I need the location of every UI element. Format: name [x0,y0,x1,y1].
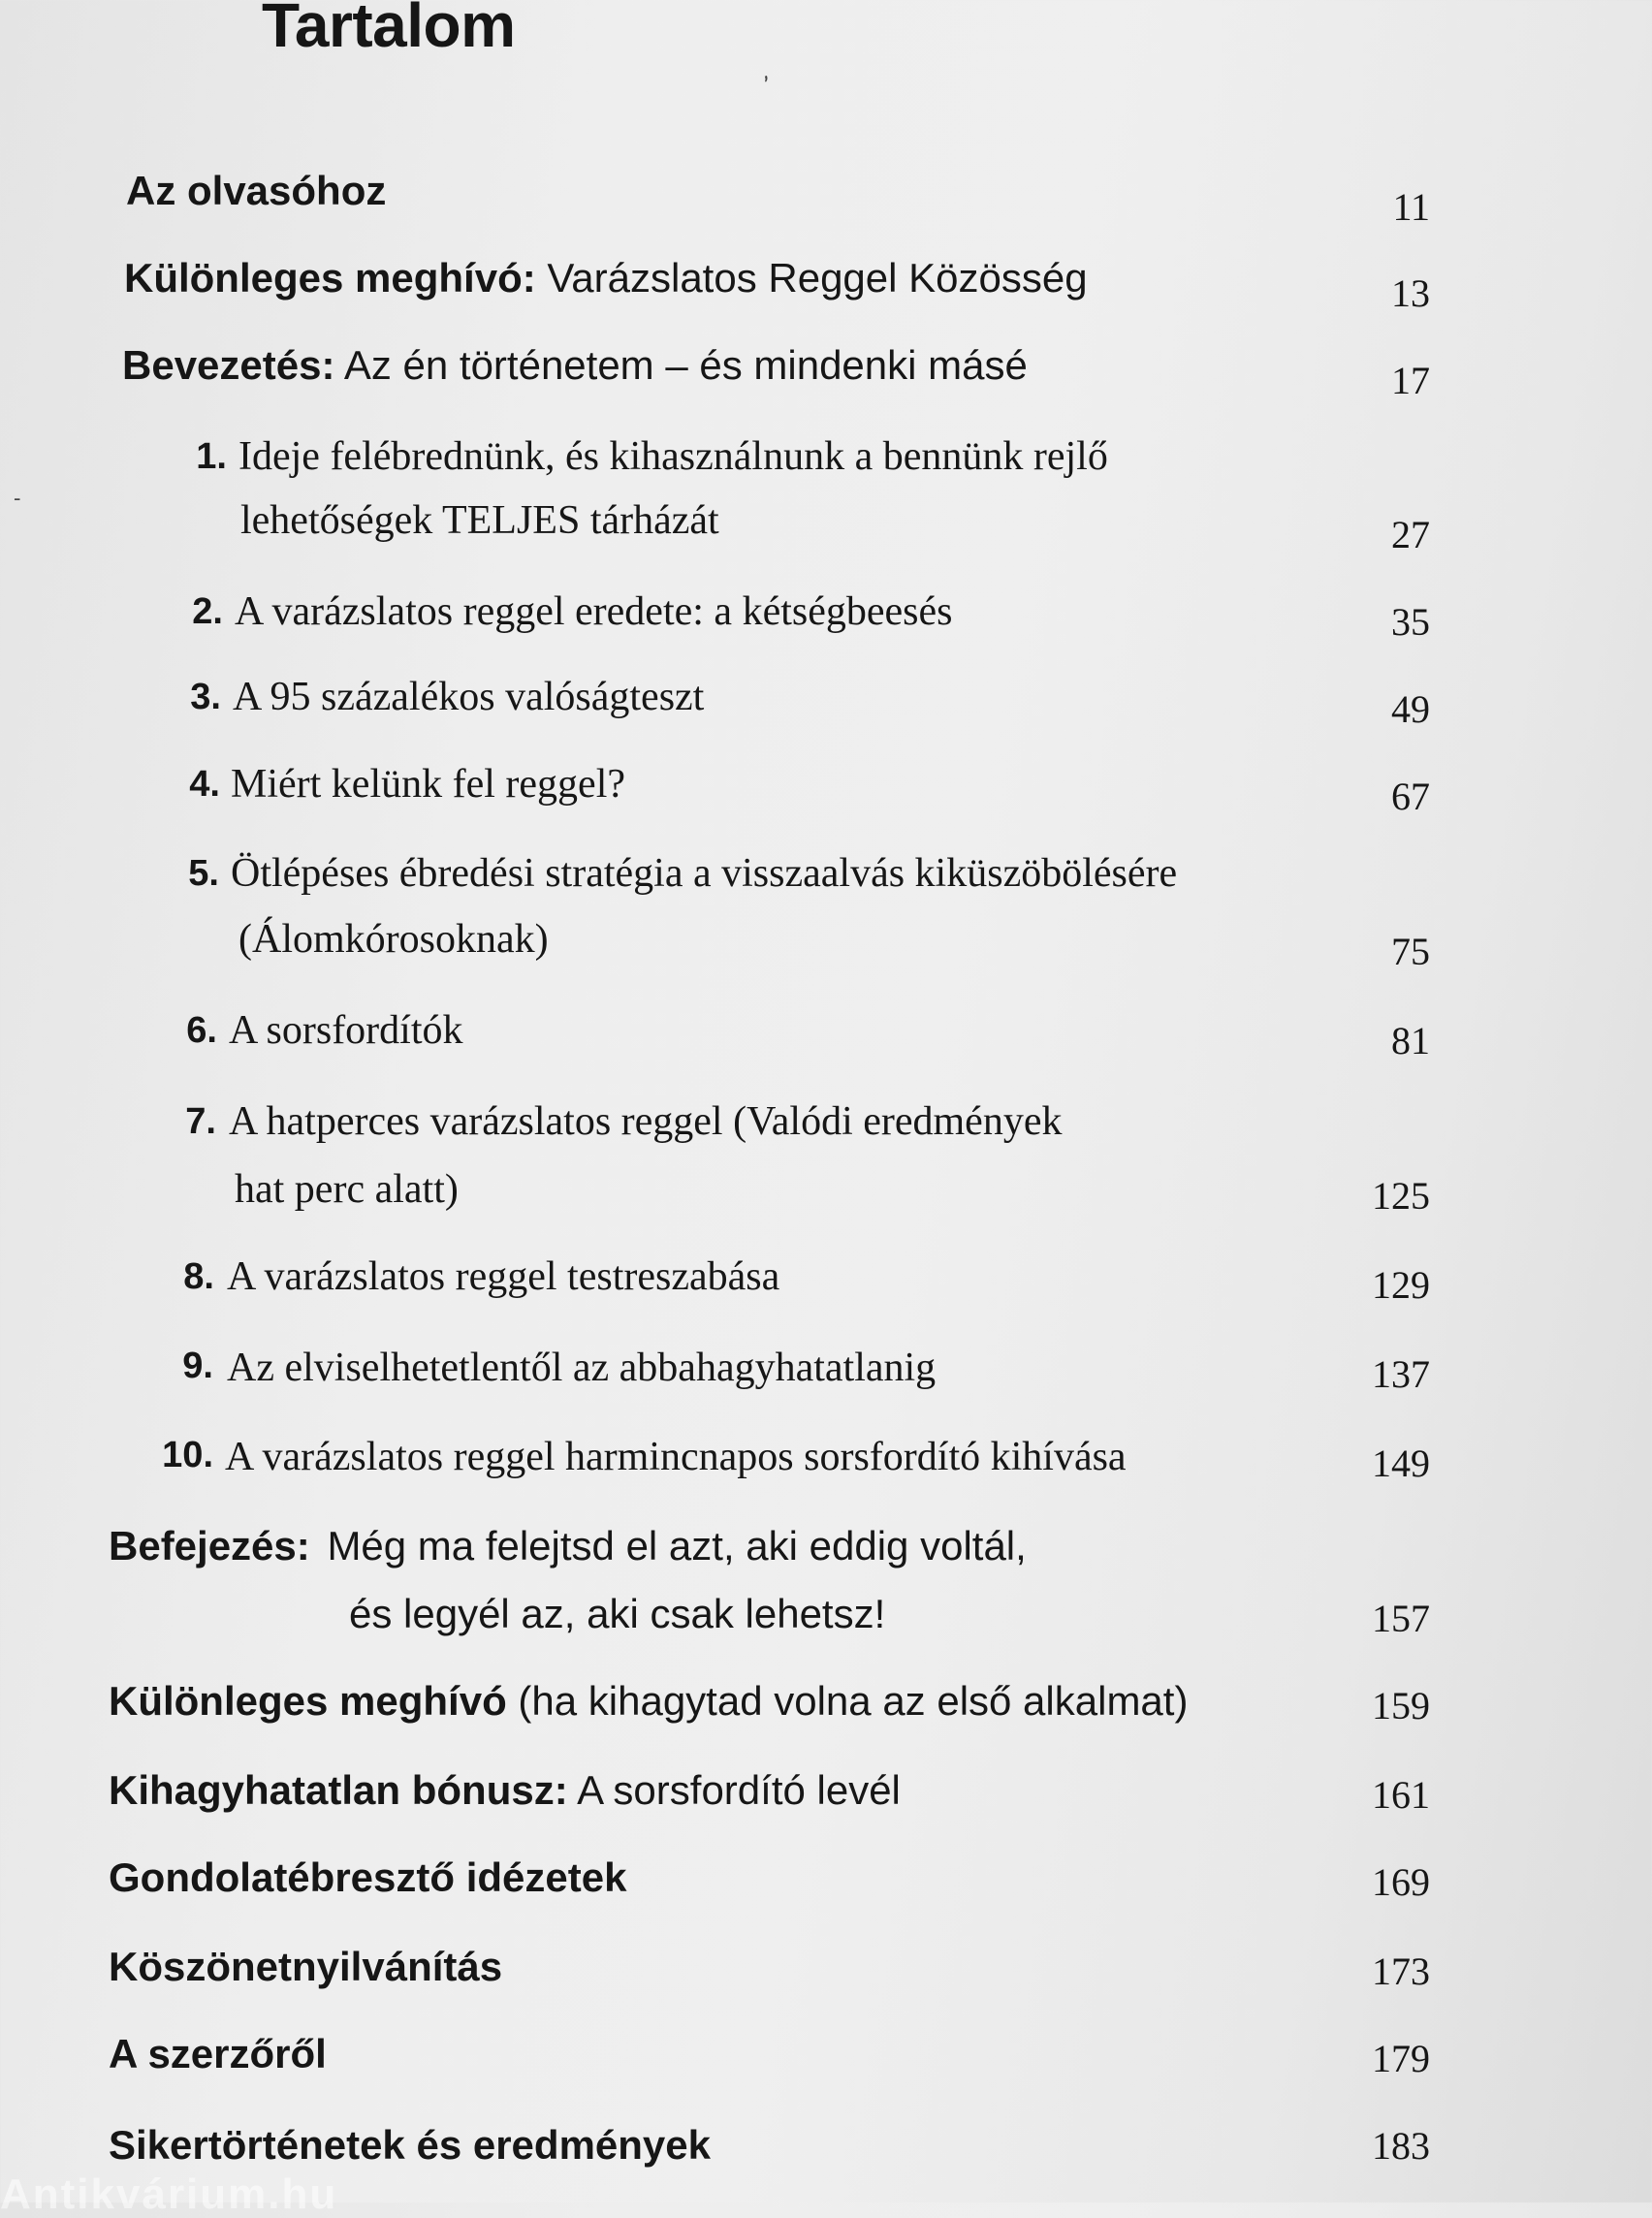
page-number: 137 [1372,1352,1430,1396]
page-number: 35 [1391,600,1430,644]
entry-title: Kihagyhatatlan bónusz: [109,1767,568,1813]
entry-title: Különleges meghívó [109,1678,507,1724]
page-number: 149 [1372,1442,1430,1485]
chapter-title: Az elviselhetetlentől az abbahagyhatatlanig [227,1346,937,1390]
page-number: 67 [1391,775,1430,818]
chapter-number: 5. [188,853,219,894]
chapter-number: 4. [189,764,220,805]
page-number: 129 [1372,1263,1430,1307]
chapter-title: A varázslatos reggel testreszabása [227,1254,780,1299]
page-number: 81 [1391,1019,1430,1062]
entry-subtitle-continued: és legyél az, aki csak lehetsz! [349,1591,886,1636]
entry-subtitle: A sorsfordító levél [577,1767,901,1813]
stray-mark: ʼ [759,71,777,100]
page-number: 75 [1391,930,1430,973]
chapter-title: Ötlépéses ébredési stratégia a visszaalvás kiküszöbölésére [231,851,1178,896]
chapter-number: 2. [192,591,223,632]
page-number: 11 [1392,185,1430,229]
chapter-title-continued: lehetőségek TELJES tárházát [240,498,719,543]
page-number: 13 [1391,271,1430,315]
watermark: Antikvárium.hu [0,2170,338,2218]
page-title: Tartalom [262,0,516,60]
chapter-number: 7. [185,1101,216,1142]
entry-subtitle: Varázslatos Reggel Közösség [547,255,1088,301]
chapter-title: A hatperces varázslatos reggel (Valódi eredmények [229,1099,1063,1144]
page-number: 169 [1372,1860,1430,1904]
chapter-title: Ideje felébrednünk, és kihasználnunk a bennünk rejlő [238,434,1108,479]
entry-title: Befejezés: [109,1523,310,1568]
chapter-title-continued: hat perc alatt) [235,1167,459,1212]
chapter-title-continued: (Álomkórosoknak) [238,917,549,962]
entry-title: Köszönetnyilvánítás [109,1944,503,1989]
page-number: 183 [1372,2124,1430,2168]
page-number: 173 [1372,1949,1430,1993]
chapter-title: A sorsfordítók [229,1008,463,1053]
entry-title: A szerzőről [109,2031,327,2076]
page-number: 49 [1391,687,1430,731]
chapter-number: 9. [182,1346,213,1386]
stray-mark: - [14,487,21,511]
entry-subtitle: Még ma felejtsd el azt, aki eddig voltál, [327,1523,1027,1568]
chapter-number: 8. [183,1256,214,1297]
entry-title: Az olvasóhoz [126,168,387,213]
chapter-number: 10. [162,1435,213,1475]
entry-title: Sikertörténetek és eredmények [109,2122,711,2168]
chapter-number: 6. [186,1010,217,1051]
entry-subtitle: Az én történetem – és mindenki másé [343,342,1028,388]
entry-title: Különleges meghívó: [124,255,536,301]
chapter-title: A varázslatos reggel harmincnapos sorsfordító kihívása [225,1435,1127,1479]
page-number: 179 [1372,2037,1430,2080]
chapter-number: 3. [190,677,221,717]
entry-title: Bevezetés: [122,342,335,388]
page-number: 27 [1391,513,1430,556]
page-number: 161 [1372,1773,1430,1817]
page-number: 125 [1372,1174,1430,1218]
chapter-number: 1. [196,436,227,477]
entry-subtitle: (ha kihagytad volna az első alkalmat) [518,1678,1189,1724]
chapter-title: A varázslatos reggel eredete: a kétségbeesés [235,589,953,634]
entry-title: Gondolatébresztő idézetek [109,1854,627,1900]
chapter-title: Miért kelünk fel reggel? [231,762,625,807]
page-number: 157 [1372,1597,1430,1640]
page-number: 159 [1372,1684,1430,1727]
chapter-title: A 95 százalékos valóságteszt [233,675,705,719]
page-number: 17 [1391,359,1430,402]
